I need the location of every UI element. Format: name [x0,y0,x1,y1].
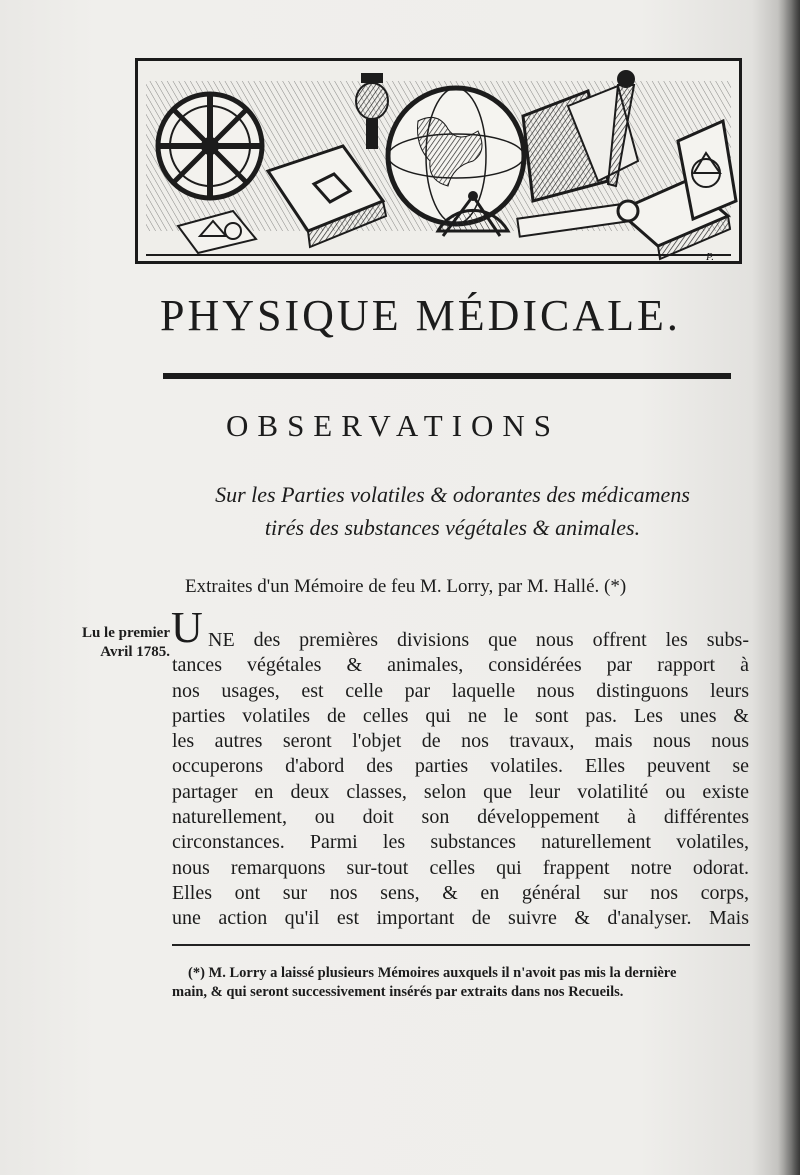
engraver-signature: P. [706,251,715,261]
margin-note-line-2: Avril 1785. [100,644,170,660]
article-heading: OBSERVATIONS [226,408,561,443]
drop-cap: U [171,603,203,652]
margin-note-line-1: Lu le premier [81,625,170,641]
book-spine-shadow [778,0,800,1175]
body-line: circonstances. Parmi les substances naturellement volatiles, [172,831,749,854]
headpiece-illustration [138,61,739,261]
extract-note: Extraites d'un Mémoire de feu M. Lorry, par M. Hallé. (*) [185,576,627,597]
footnote [172,964,752,1002]
body-line: nos usages, est celle par laquelle nous distinguons leurs [172,679,749,702]
body-line: occuperons d'abord des parties volatiles. Elles peuvent se [172,755,749,778]
body-line: partager en deux classes, selon que leur volatilité ou existe [172,780,749,803]
body-line: Elles ont sur nos sens, & en général sur nos corps, [172,881,749,904]
body-line: parties volatiles de celles qui ne le sont pas. Les unes & [172,704,749,727]
body-line: nous remarquons sur-tout celles qui frappent notre odorat. [172,856,749,879]
body-line: une action qu'il est important de suivre & d'analyser. Mais [172,907,749,930]
heavy-rule [163,373,731,379]
footnote-rule [172,944,750,946]
body-line: les autres seront l'objet de nos travaux, mais nous nous [172,730,749,753]
engraved-headpiece [135,58,742,264]
article-subtitle [160,478,745,544]
body-paragraph [172,628,749,932]
globe-icon [388,88,524,224]
body-line: naturellement, ou doit son développement à différentes [172,806,749,829]
footnote-line-1: (*) M. Lorry a laissé plusieurs Mémoires auxquels il n'avoit pas mis la dernière [188,965,677,981]
margin-note [30,624,170,662]
subtitle-line-1: Sur les Parties volatiles & odorantes des médicamens [215,482,690,507]
body-line: NE des premières divisions que nous offrent les subs- [208,629,749,651]
subtitle-line-2: tirés des substances végétales & animales. [264,515,641,540]
footnote-line-2: main, & qui seront successivement insérés par extraits dans nos Recueils. [172,984,624,1000]
section-title: PHYSIQUE MÉDICALE. [160,291,681,340]
body-line: tances végétales & animales, considérées par rapport à [172,654,749,677]
wheel-icon [158,94,262,198]
